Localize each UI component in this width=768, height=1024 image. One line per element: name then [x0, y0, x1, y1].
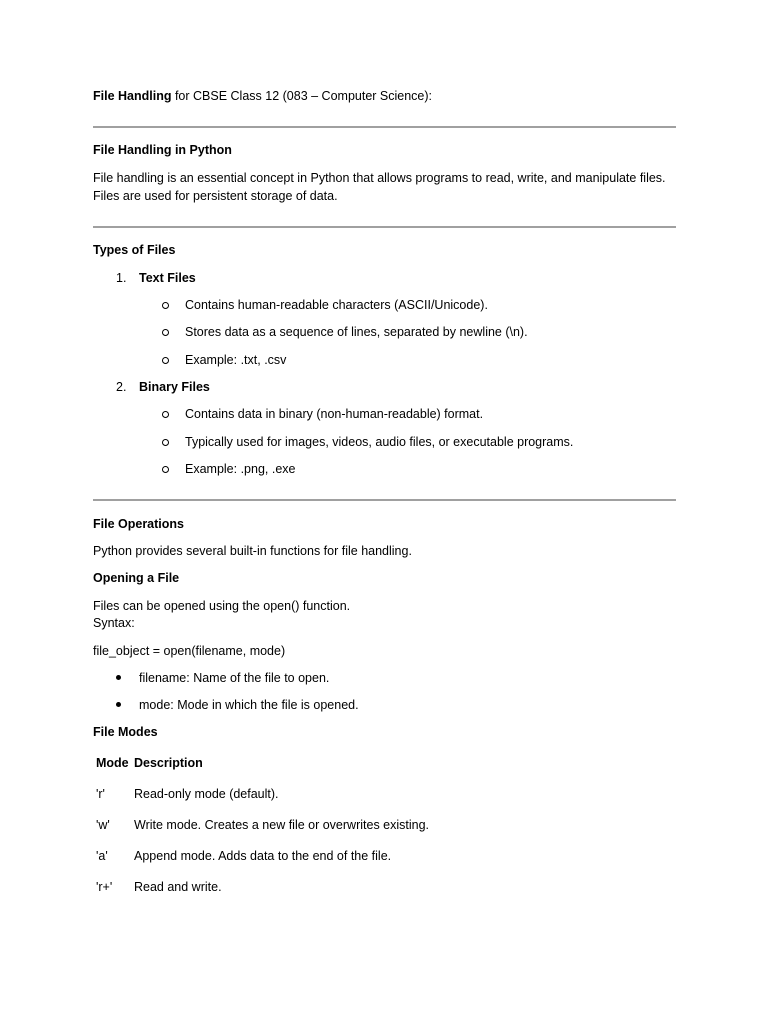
table-cell-mode: 'r+' [96, 880, 113, 894]
subheading-opening-file: Opening a File [93, 571, 180, 585]
circle-bullet-icon [162, 439, 169, 446]
divider [93, 499, 676, 501]
circle-bullet-icon [162, 411, 169, 418]
title-bold: File Handling [93, 89, 172, 103]
table-cell-mode: 'a' [96, 849, 108, 863]
opening-line: Files can be opened using the open() function. [93, 599, 351, 613]
table-cell-description: Read and write. [134, 880, 222, 894]
bullet-item: mode: Mode in which the file is opened. [139, 698, 359, 712]
dot-bullet-icon [116, 702, 121, 707]
list-number: 2. [116, 380, 127, 394]
sub-list-item: Contains human-readable characters (ASCII/Unicode). [185, 298, 488, 312]
table-cell-description: Write mode. Creates a new file or overwrites existing. [134, 818, 430, 832]
intro-paragraph: File handling is an essential concept in Python that allows programs to read, write, and manipulate files. Files are used for persistent storage of data. [93, 171, 666, 203]
bullet-item: filename: Name of the file to open. [139, 671, 330, 685]
table-cell-mode: 'r' [96, 787, 105, 801]
operations-paragraph: Python provides several built-in functions for file handling. [93, 544, 412, 558]
circle-bullet-icon [162, 329, 169, 336]
syntax-code: file_object = open(filename, mode) [93, 644, 286, 658]
section-heading-operations: File Operations [93, 517, 184, 531]
table-header-mode: Mode [96, 756, 129, 770]
section-heading-intro: File Handling in Python [93, 143, 232, 157]
sub-list-item: Example: .png, .exe [185, 462, 296, 476]
sub-list-item: Stores data as a sequence of lines, separated by newline (\n). [185, 325, 528, 339]
list-item-label: Binary Files [139, 380, 210, 394]
section-heading-modes: File Modes [93, 725, 158, 739]
circle-bullet-icon [162, 466, 169, 473]
title-rest: for CBSE Class 12 (083 – Computer Science): [171, 89, 433, 103]
table-cell-description: Append mode. Adds data to the end of the file. [134, 849, 392, 863]
table-cell-mode: 'w' [96, 818, 110, 832]
divider [93, 226, 676, 228]
document-title [93, 87, 432, 105]
table-header-description: Description [134, 756, 203, 770]
list-item-label: Text Files [139, 271, 196, 285]
sub-list-item: Typically used for images, videos, audio files, or executable programs. [185, 435, 574, 449]
section-heading-types: Types of Files [93, 243, 176, 257]
circle-bullet-icon [162, 302, 169, 309]
dot-bullet-icon [116, 675, 121, 680]
list-number: 1. [116, 271, 127, 285]
circle-bullet-icon [162, 357, 169, 364]
table-cell-description: Read-only mode (default). [134, 787, 279, 801]
syntax-label: Syntax: [93, 616, 135, 630]
divider [93, 126, 676, 128]
sub-list-item: Example: .txt, .csv [185, 353, 287, 367]
sub-list-item: Contains data in binary (non-human-readable) format. [185, 407, 484, 421]
